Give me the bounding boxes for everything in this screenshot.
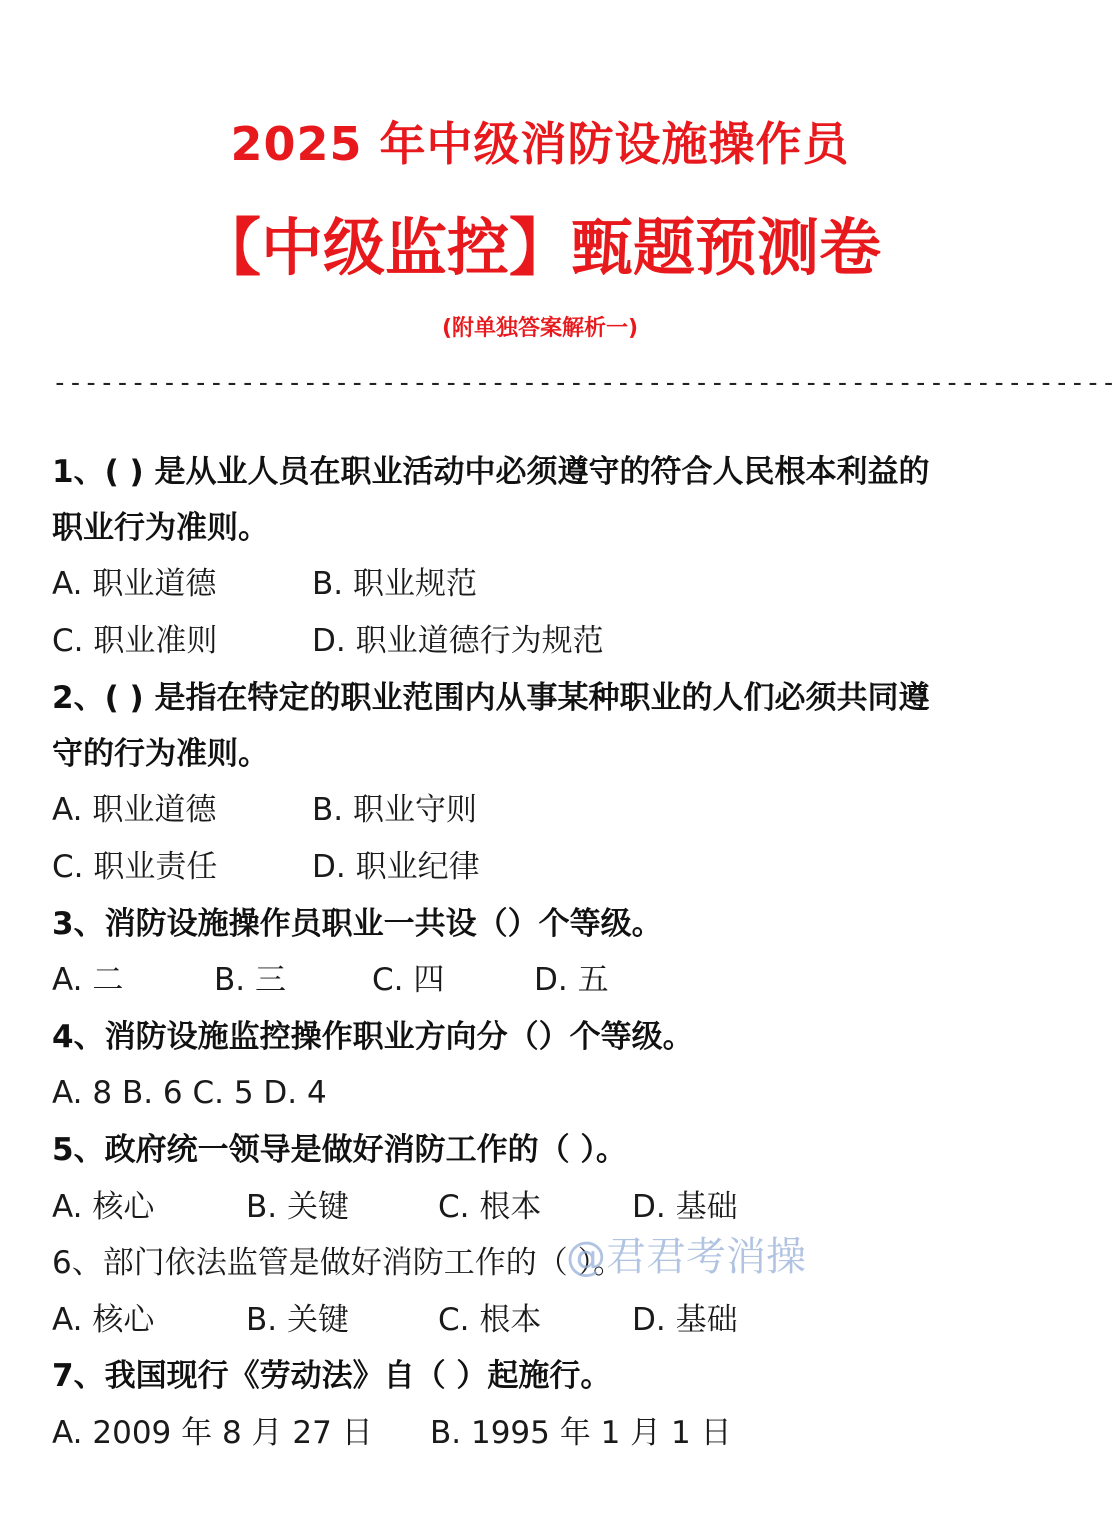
option-b: B. 1995 年 1 月 1 日 [430,1415,732,1451]
option-c: C. 职业责任 [52,849,218,885]
option-a: A. 职业道德 [52,566,217,602]
option-b: B. 关键 [246,1189,349,1225]
option-d: D. 职业纪律 [312,849,480,885]
question-4-stem: 4、消防设施监控操作职业方向分（）个等级。 [52,1019,694,1055]
page-subtitle-note: (附单独答案解析一) [441,316,639,341]
option-b: B. 职业规范 [312,566,477,602]
option-c: C. 职业准则 [52,623,218,659]
question-4-options: A. 8 B. 6 C. 5 D. 4 [52,1075,327,1111]
option-d: D. 五 [534,962,609,998]
question-1-stem-line-1: 1、( ) 是从业人员在职业活动中必须遵守的符合人民根本利益的 [52,454,930,490]
option-c: C. 根本 [438,1302,542,1338]
option-b: B. 职业守则 [312,792,477,828]
page-subtitle-main: 【中级监控】甄题预测卷 [198,211,881,284]
option-a: A. 二 [52,962,124,998]
option-a: A. 核心 [52,1302,155,1338]
option-d: D. 职业道德行为规范 [312,623,604,659]
question-2-stem-line-1: 2、( ) 是指在特定的职业范围内从事某种职业的人们必须共同遵 [52,680,930,716]
option-a: A. 2009 年 8 月 27 日 [52,1415,373,1451]
option-c: C. 四 [372,962,445,998]
option-a: A. 职业道德 [52,792,217,828]
option-b: B. 三 [214,962,286,998]
option-c: C. 根本 [438,1189,542,1225]
option-d: D. 基础 [632,1302,738,1338]
question-5-stem: 5、政府统一领导是做好消防工作的（ ）。 [52,1132,627,1168]
question-2-stem-line-2: 守的行为准则。 [52,736,269,772]
question-7-stem: 7、我国现行《劳动法》自（ ）起施行。 [52,1358,612,1394]
option-d: D. 基础 [632,1189,738,1225]
option-b: B. 关键 [246,1302,349,1338]
question-1-stem-line-2: 职业行为准则。 [52,510,269,546]
option-a: A. 核心 [52,1189,155,1225]
divider-line: -------------------------------------------------------------------- [52,368,1116,398]
page-title: 2025 年中级消防设施操作员 [230,117,850,171]
question-3-stem: 3、消防设施操作员职业一共设（）个等级。 [52,906,663,942]
question-6-stem: 6、部门依法监管是做好消防工作的（ ）。 [52,1245,625,1281]
watermark: @君君考消操 [566,1234,806,1280]
